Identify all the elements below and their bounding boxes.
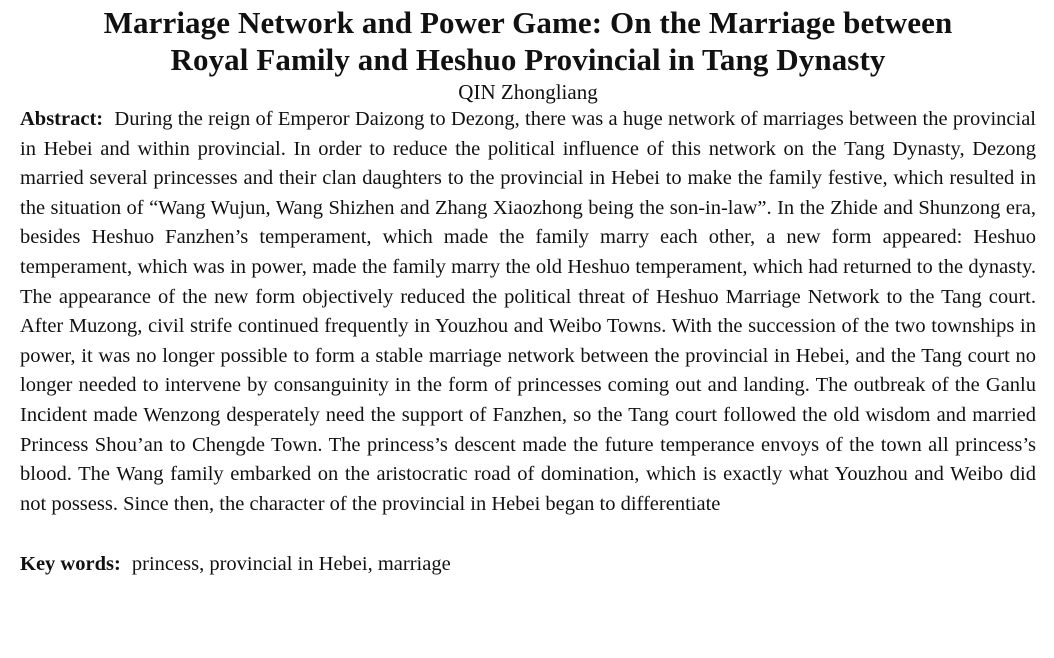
paper-title-line-2: Royal Family and Heshuo Provincial in Tang Dynasty: [170, 42, 886, 77]
abstract-text: During the reign of Emperor Daizong to Dezong, there was a huge network of marriages between the provincial in Hebei and within provincial. In order to reduce the political influence of this network on the Tang Dynasty, Dezong married several princesses and their clan daughters to the provincial in Hebei to make the family festive, which resulted in the situation of “Wang Wujun, Wang Shizhen and Zhang Xiaozhong being the son-in-law”. In the Zhide and Shunzong era, besides Heshuo Fanzhen’s temperament, which made the family marry each other, a new form appeared: Heshuo temperament, which was in power, made the family marry the old Heshuo temperament, which had returned to the dynasty. The appearance of the new form objectively reduced the political threat of Heshuo Marriage Network to the Tang court. After Muzong, civil strife continued frequently in Youzhou and Weibo Towns. With the succession of the two townships in power, it was no longer possible to form a stable marriage network between the provincial in Hebei, and the Tang court no longer needed to intervene by consanguinity in the form of princesses coming out and landing. The outbreak of the Ganlu Incident made Wenzong desperately need the support of Fanzhen, so the Tang court followed the old wisdom and married Princess Shou’an to Chengde Town. The princess’s descent made the future temperance envoys of the town all princess’s blood. The Wang family embarked on the aristocratic road of domination, which is exactly what Youzhou and Weibo did not possess. Since then, the character of the provincial in Hebei began to differentiate: [20, 108, 1036, 515]
author-name: QIN Zhongliang: [458, 80, 598, 104]
keywords-section: [20, 550, 1036, 578]
abstract-paragraph: [20, 105, 1036, 519]
paper-title-line-1: Marriage Network and Power Game: On the Marriage between: [103, 5, 953, 40]
keywords-text: princess, provincial in Hebei, marriage: [131, 553, 451, 576]
keywords-label: Key words:: [20, 553, 121, 576]
abstract-label: Abstract:: [20, 108, 104, 130]
paper-title: [20, 4, 1036, 78]
